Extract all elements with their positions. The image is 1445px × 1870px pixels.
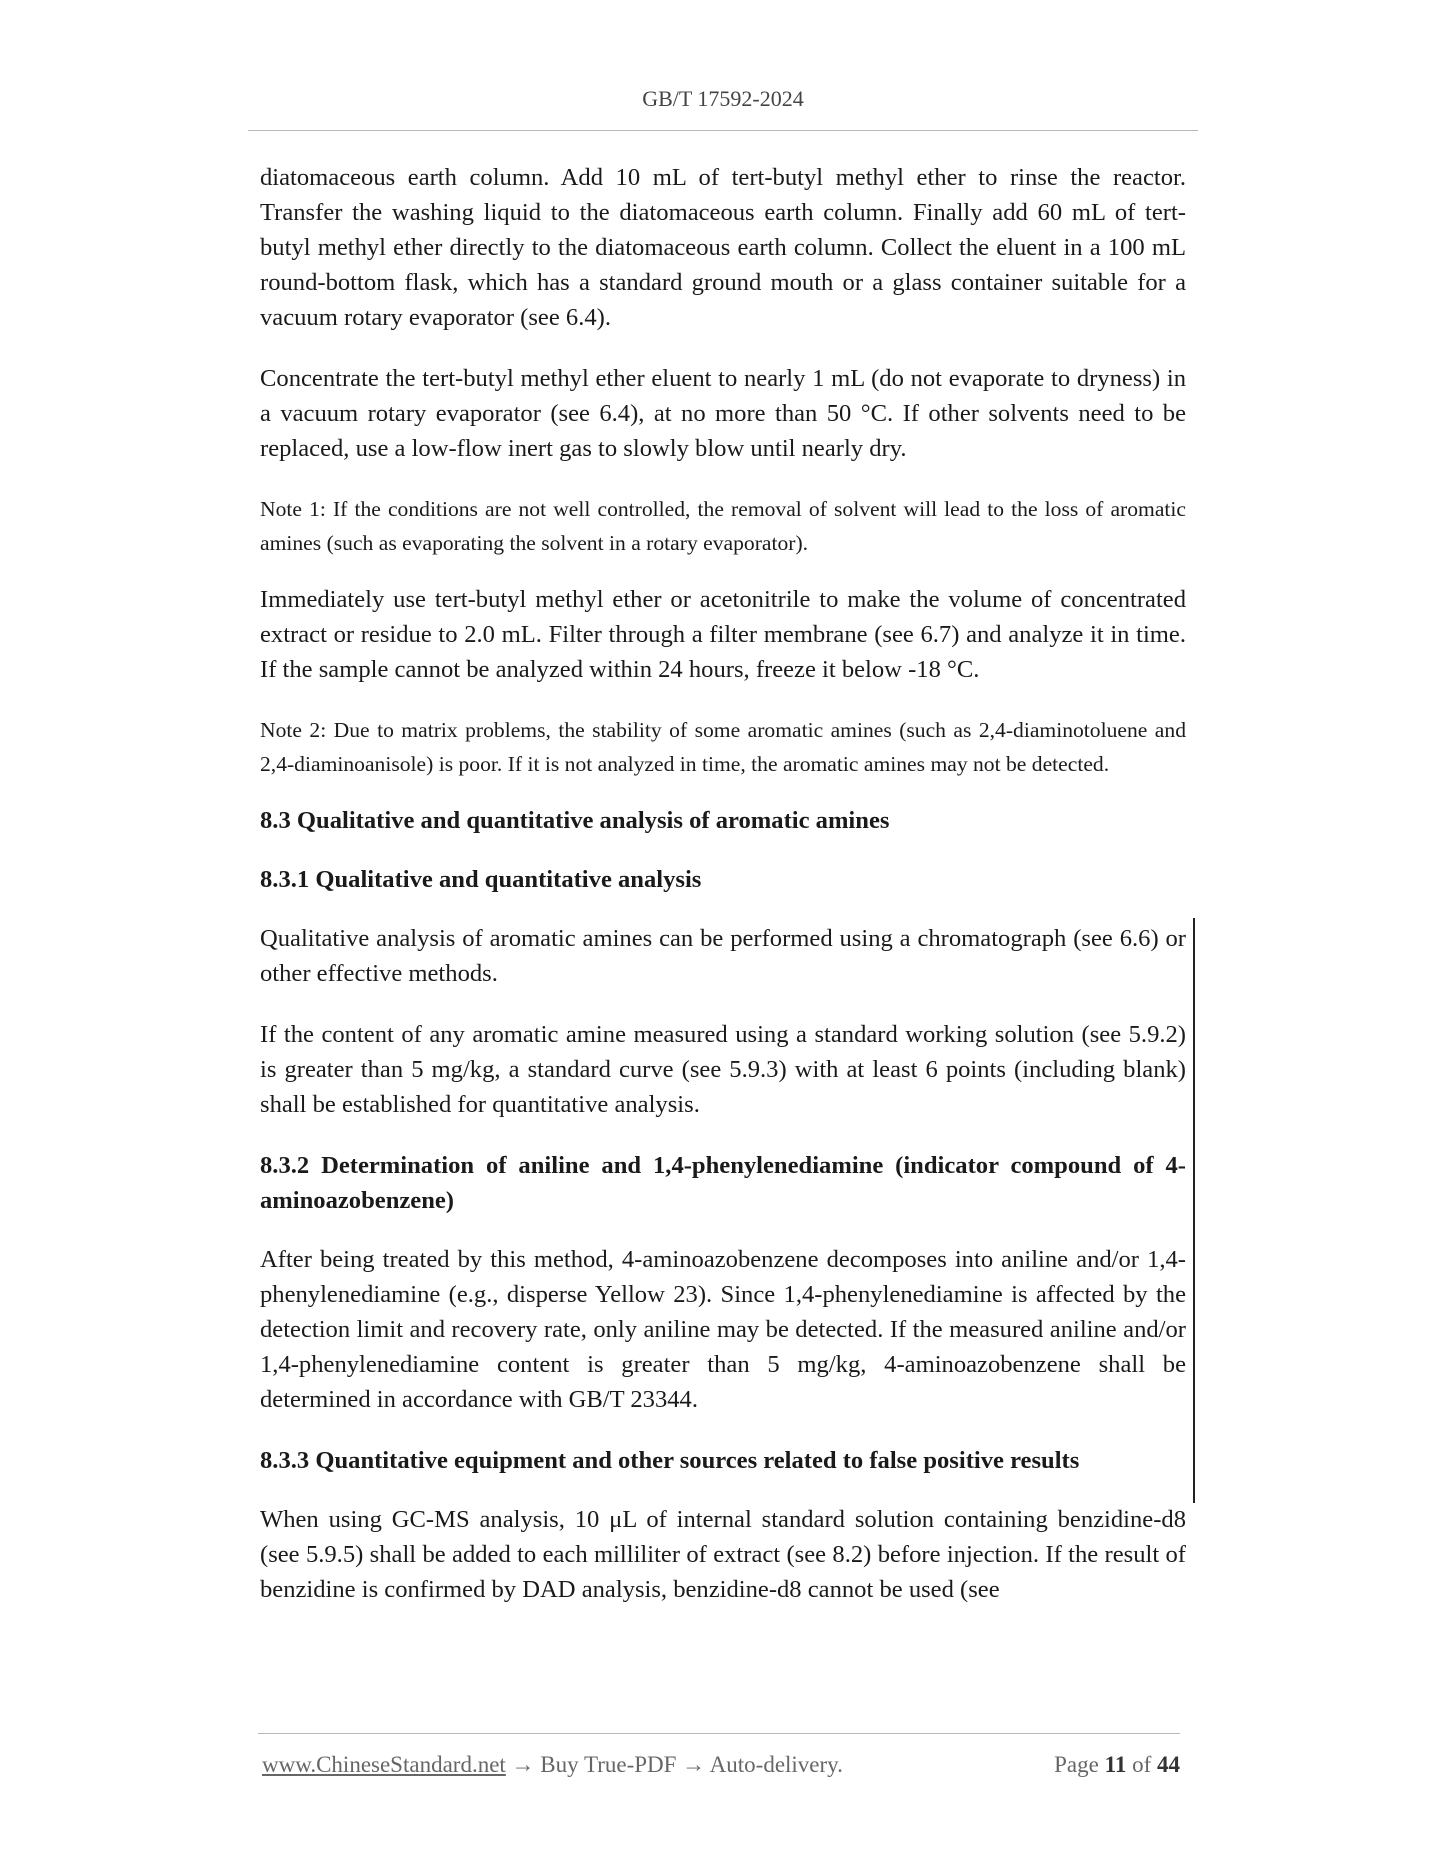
page-content	[260, 160, 1186, 1633]
page-number	[1054, 1752, 1180, 1778]
total-pages: 44	[1157, 1752, 1180, 1777]
paragraph-qualitative: Qualitative analysis of aromatic amines can be performed using a chromatograph (see 6.6) or other effective methods.	[260, 925, 1186, 987]
current-page: 11	[1104, 1752, 1127, 1777]
section-heading-8-3: 8.3 Qualitative and quantitative analysis of aromatic amines	[260, 807, 890, 834]
footer-left	[262, 1752, 843, 1778]
footer-purchase-text: → Buy True-PDF → Auto-delivery.	[505, 1752, 843, 1777]
revision-change-bar	[1193, 918, 1195, 1503]
header-divider	[248, 130, 1198, 131]
note-2: Note 2: Due to matrix problems, the stability of some aromatic amines (such as 2,4-diaminotoluene and 2,4-diaminoanisole) is poor. If it is not analyzed in time, the aromatic amines may not be detected.	[260, 718, 1186, 776]
document-header-title: GB/T 17592-2024	[642, 86, 804, 111]
paragraph-aniline: After being treated by this method, 4-aminoazobenzene decomposes into aniline and/or 1,4-phenylenediamine (e.g., disperse Yellow 23). Since 1,4-phenylenediamine is affected by the detection limit and recovery rate, only aniline may be detected. If the measured aniline and/or 1,4-phenylenediamine content is greater than 5 mg/kg, 4-aminoazobenzene shall be determined in accordance with GB/T 23344.	[260, 1246, 1186, 1413]
footer-divider	[258, 1733, 1180, 1734]
section-heading-8-3-1: 8.3.1 Qualitative and quantitative analysis	[260, 866, 702, 893]
paragraph-gcms: When using GC-MS analysis, 10 μL of internal standard solution containing benzidine-d8 (see 5.9.5) shall be added to each milliliter of extract (see 8.2) before injection. If the result of benzidine is confirmed by DAD analysis, benzidine-d8 cannot be used (see	[260, 1506, 1186, 1603]
website-link[interactable]: www.ChineseStandard.net	[262, 1752, 506, 1777]
of-label: of	[1132, 1752, 1152, 1777]
paragraph-concentrate: Concentrate the tert-butyl methyl ether eluent to nearly 1 mL (do not evaporate to dryness) in a vacuum rotary evaporator (see 6.4), at no more than 50 °C. If other solvents need to be replaced, use a low-flow inert gas to slowly blow until nearly dry.	[260, 365, 1186, 462]
section-heading-8-3-2: 8.3.2 Determination of aniline and 1,4-phenylenediamine (indicator compound of 4-aminoazobenzene)	[260, 1152, 1186, 1214]
paragraph-eluent-collection: diatomaceous earth column. Add 10 mL of tert-butyl methyl ether to rinse the reactor. Transfer the washing liquid to the diatomaceous earth column. Finally add 60 mL of tert-butyl methyl ether directly to the diatomaceous earth column. Collect the eluent in a 100 mL round-bottom flask, which has a standard ground mouth or a glass container suitable for a vacuum rotary evaporator (see 6.4).	[260, 164, 1186, 331]
page-label: Page	[1054, 1752, 1099, 1777]
page-footer	[262, 1752, 1180, 1778]
note-1: Note 1: If the conditions are not well controlled, the removal of solvent will lead to the loss of aromatic amines (such as evaporating the solvent in a rotary evaporator).	[260, 497, 1186, 555]
paragraph-standard-curve: If the content of any aromatic amine measured using a standard working solution (see 5.9.2) is greater than 5 mg/kg, a standard curve (see 5.9.3) with at least 6 points (including blank) shall be established for quantitative analysis.	[260, 1021, 1186, 1118]
section-heading-8-3-3: 8.3.3 Quantitative equipment and other sources related to false positive results	[260, 1447, 1080, 1474]
paragraph-volume: Immediately use tert-butyl methyl ether or acetonitrile to make the volume of concentrated extract or residue to 2.0 mL. Filter through a filter membrane (see 6.7) and analyze it in time. If the sample cannot be analyzed within 24 hours, freeze it below -18 °C.	[260, 586, 1186, 683]
